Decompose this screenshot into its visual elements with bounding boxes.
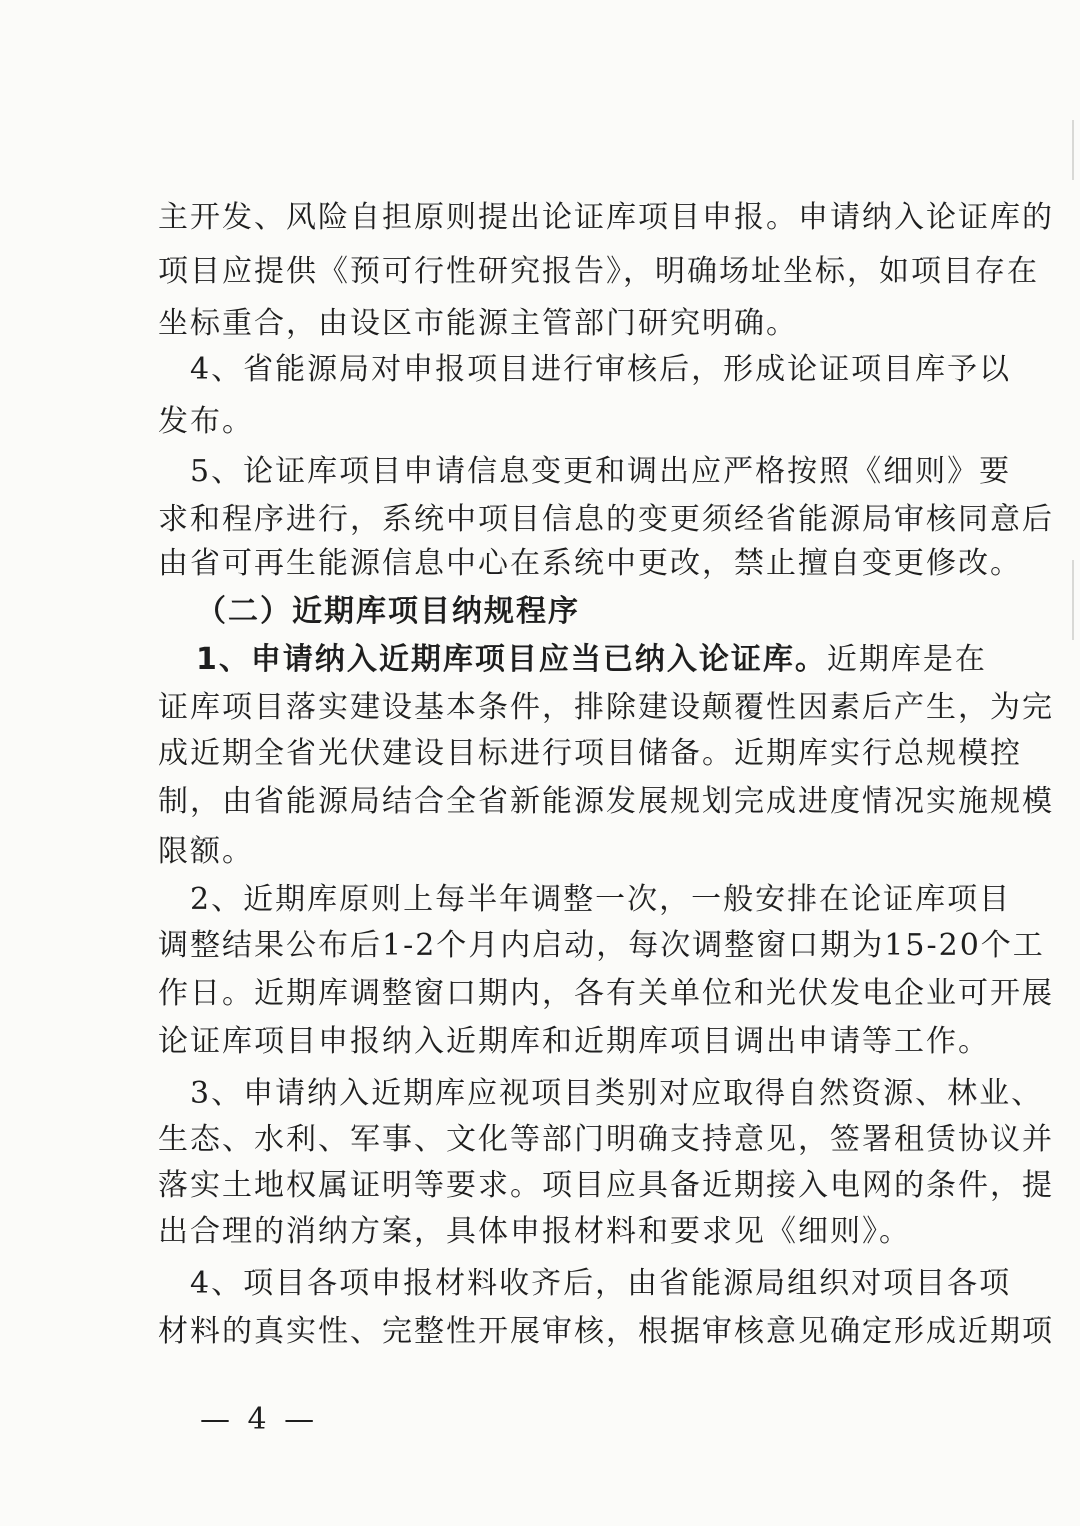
body-line: 发布。 xyxy=(158,404,254,439)
body-line xyxy=(196,640,987,680)
emphasis-text: 1、申请纳入近期库项目应当已纳入论证库。 xyxy=(196,642,827,677)
body-line: 证库项目落实建设基本条件，排除建设颠覆性因素后产生，为完 xyxy=(158,690,1054,725)
body-line: 生态、水利、军事、文化等部门明确支持意见，签署租赁协议并 xyxy=(158,1122,1054,1157)
body-line: 出合理的消纳方案，具体申报材料和要求见《细则》。 xyxy=(158,1214,911,1249)
body-line: 2、近期库原则上每半年调整一次，一般安排在论证库项目 xyxy=(158,882,1012,917)
body-line: 3、申请纳入近期库应视项目类别对应取得自然资源、林业、 xyxy=(158,1076,1044,1111)
body-line: 材料的真实性、完整性开展审核，根据审核意见确定形成近期项 xyxy=(158,1314,1054,1349)
body-line: 成近期全省光伏建设目标进行项目储备。近期库实行总规模控 xyxy=(158,736,1022,771)
scan-edge-mark xyxy=(1072,560,1074,640)
body-line: 主开发、风险自担原则提出论证库项目申报。申请纳入论证库的 xyxy=(158,200,1054,235)
scan-edge-mark xyxy=(1072,120,1074,180)
body-line: 项目应提供《预可行性研究报告》，明确场址坐标，如项目存在 xyxy=(158,254,1039,289)
body-line: 限额。 xyxy=(158,834,254,869)
body-line: 4、省能源局对申报项目进行审核后，形成论证项目库予以 xyxy=(158,352,1012,387)
body-line: 落实土地权属证明等要求。项目应具备近期接入电网的条件，提 xyxy=(158,1168,1054,1203)
body-line: 由省可再生能源信息中心在系统中更改，禁止擅自变更修改。 xyxy=(158,546,1022,581)
body-line: 求和程序进行，系统中项目信息的变更须经省能源局审核同意后 xyxy=(158,502,1054,537)
body-text: 近期库是在 xyxy=(826,642,987,677)
section-heading: （二）近期库项目纳规程序 xyxy=(196,594,580,629)
body-line: 4、项目各项申报材料收齐后，由省能源局组织对项目各项 xyxy=(158,1266,1012,1301)
body-line: 坐标重合，由设区市能源主管部门研究明确。 xyxy=(158,306,798,341)
body-line: 5、论证库项目申请信息变更和调出应严格按照《细则》要 xyxy=(158,454,1012,489)
body-line: 调整结果公布后1-2个月内启动，每次调整窗口期为15-20个工 xyxy=(158,928,1045,963)
page-number: — 4 — xyxy=(200,1402,319,1437)
body-line: 论证库项目申报纳入近期库和近期库项目调出申请等工作。 xyxy=(158,1024,990,1059)
body-line: 制，由省能源局结合全省新能源发展规划完成进度情况实施规模 xyxy=(158,784,1054,819)
body-line: 作日。近期库调整窗口期内，各有关单位和光伏发电企业可开展 xyxy=(158,976,1054,1011)
